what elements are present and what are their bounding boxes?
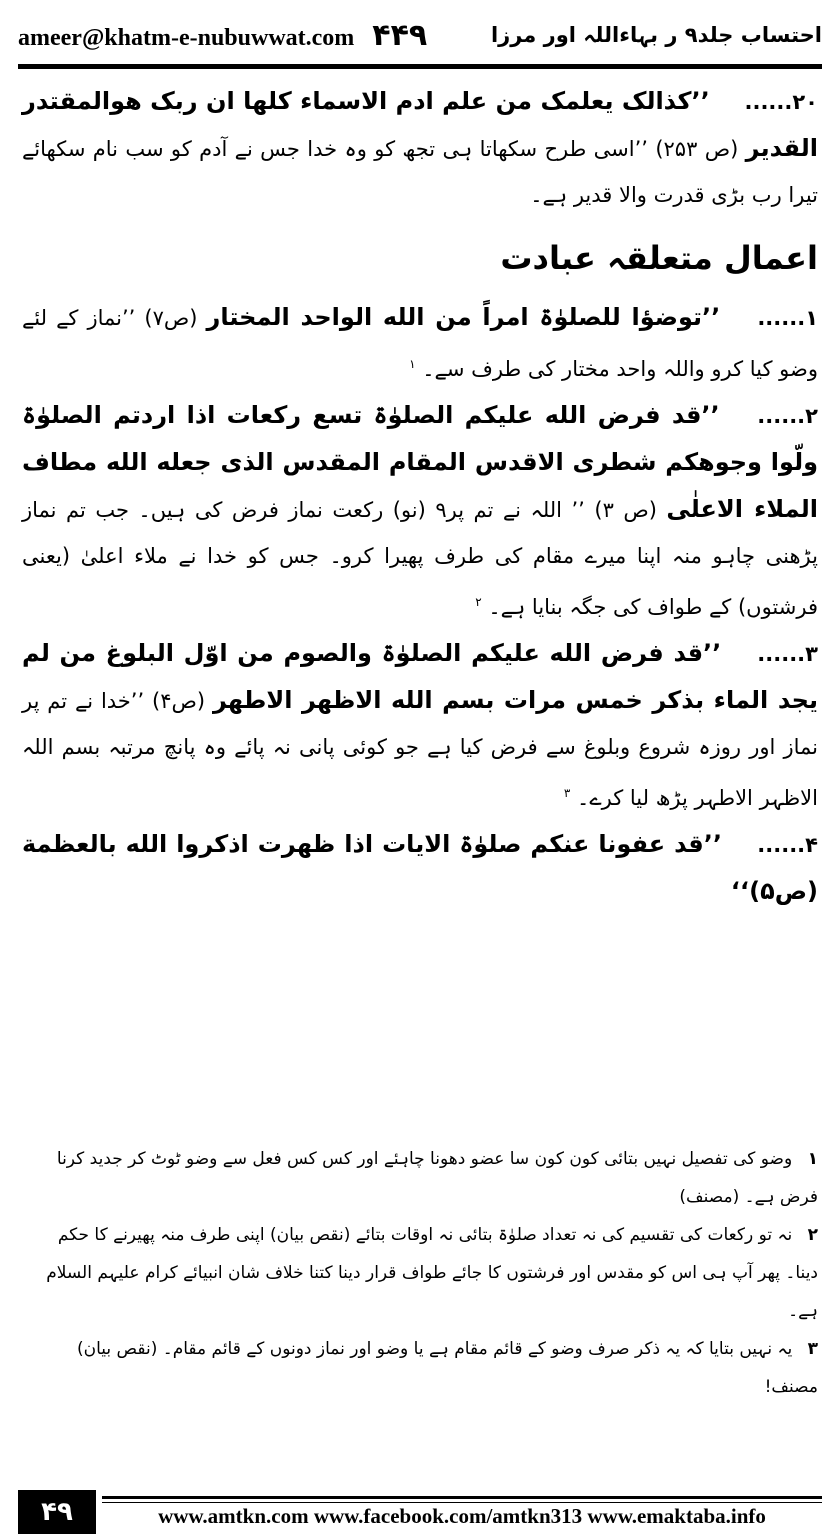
urdu-translation: ’’ اللہ نے تم پر۹ (نو) رکعت نماز فرض کی ہیں۔ جب تم نماز پڑھنی چاہو منہ اپنا میرے مقام کی طرف پھیرا کرو۔ جس کو خدا نے ملاء اعلیٰ (یعنی فرشتوں) کے طواف کی جگہ بنایا ہے۔ (22, 498, 818, 619)
item-2 (22, 392, 818, 630)
arabic-quote: ’’کذالک یعلمک من علم ادم الاسماء کلها ان ربک هوالمقتدر القدیر (22, 87, 818, 162)
footer-rule (102, 1496, 822, 1499)
footnote-ref: ۳ (563, 786, 571, 800)
page-reference: (ص۴) (152, 689, 206, 713)
footnote-2 (22, 1216, 818, 1330)
header-page-number: ۴۴۹ (372, 17, 428, 53)
item-number: ۲...... (757, 404, 818, 428)
footnote-3 (22, 1330, 818, 1406)
page-reference: (ص ۳) (594, 498, 657, 522)
urdu-translation: ’’خدا نے تم پر نماز اور روزہ شروع وبلوغ سے فرض کیا ہے جو کوئی پانی نہ پائے وہ پانچ مرتبہ بسم اللہ الاظہر الاطہر پڑھ لیا کرے۔ (22, 689, 818, 810)
header-rule (18, 64, 822, 69)
footer-links[interactable]: www.amtkn.com www.facebook.com/amtkn313 www.emaktaba.info (158, 1504, 766, 1528)
urdu-translation: ’’اسی طرح سکھاتا ہی تجھ کو وہ خدا جس نے آدم کو سب نام سکھائے تیرا رب بڑی قدرت والا قدیر ہے۔ (22, 137, 818, 207)
item-number: ۱...... (757, 306, 819, 330)
page-reference: (ص ۲۵۳) (655, 137, 739, 161)
footnote-marker: ۱ (807, 1149, 818, 1169)
footnote-ref: ۲ (475, 595, 482, 609)
footnote-text: نہ تو رکعات کی تقسیم کی نہ تعداد صلوٰۃ بتائی نہ اوقات بتائے (نقص بیان) اپنی طرف منہ پھیرنے کا حکم دینا۔ پھر آپ ہی اس کو مقدس اور فرشتوں کا جائے طواف قرار دینا کتنا خلاف شان انبیائے کرام علیہم السلام ہے۔ (46, 1225, 818, 1321)
arabic-quote: ’’قد عفونا عنکم صلوٰۃ الایات اذا ظهرت اذکروا الله بالعظمة (ص۵)‘‘ (22, 830, 818, 905)
urdu-translation: ’’نماز کے لئے وضو کیا کرو واللہ واحد مختار کی طرف سے۔ (22, 306, 818, 381)
header-email[interactable]: ameer@khatm-e-nubuwwat.com (18, 24, 355, 51)
footnotes (22, 1140, 818, 1406)
item-number: ۳...... (757, 642, 818, 666)
page-header (18, 10, 822, 60)
paragraph-20 (22, 78, 818, 218)
header-book-title: احتساب جلد۹ ر بہاءاللہ اور مرزا (490, 23, 822, 47)
footer-rule-thin (102, 1502, 822, 1503)
item-4 (22, 821, 818, 915)
footnote-marker: ۳ (807, 1339, 818, 1359)
footnote-text: یہ نہیں بتایا کہ یہ ذکر صرف وضو کے قائم مقام ہے یا وضو اور نماز دونوں کے قائم مقام۔ (نقص بیان) مصنف! (76, 1339, 818, 1397)
paragraph-number: ۲۰...... (744, 90, 818, 114)
footnote-1 (22, 1140, 818, 1216)
footnote-marker: ۲ (807, 1225, 818, 1245)
item-1 (22, 294, 818, 392)
page-footer (18, 1490, 822, 1534)
footer-page-box: ۴۹ (18, 1490, 96, 1534)
arabic-quote: ’’توضؤا للصلوٰۃ امراً من الله الواحد المختار (206, 303, 721, 331)
item-number: ۴...... (757, 833, 818, 857)
header-left (18, 18, 427, 53)
page-body (22, 78, 818, 915)
item-3 (22, 630, 818, 821)
footnote-text: وضو کی تفصیل نہیں بتائی کون کون سا عضو دھونا چاہئے اور کس کس فعل سے وضو ٹوٹ کر جدید کرنا فرض ہے۔ (مصنف) (56, 1149, 818, 1207)
section-heading: اعمال متعلقہ عبادت (500, 239, 818, 277)
footnote-ref: ۱ (409, 357, 416, 371)
arabic-quote: ’’قد فرض الله علیکم الصلوٰۃ والصوم من اوّل البلوغ من لم یجد الماء بذکر خمس مرات بسم الله الاظهر الاطهر (22, 639, 818, 714)
page-reference: (ص۷) (144, 306, 198, 330)
arabic-quote: ’’قد فرض الله علیکم الصلوٰۃ تسع رکعات اذا اردتم الصلوٰۃ ولّوا وجوهکم شطری الاقدس المقام المقدس الذی جعله الله مطاف الملاء الاعلٰی (22, 401, 818, 523)
